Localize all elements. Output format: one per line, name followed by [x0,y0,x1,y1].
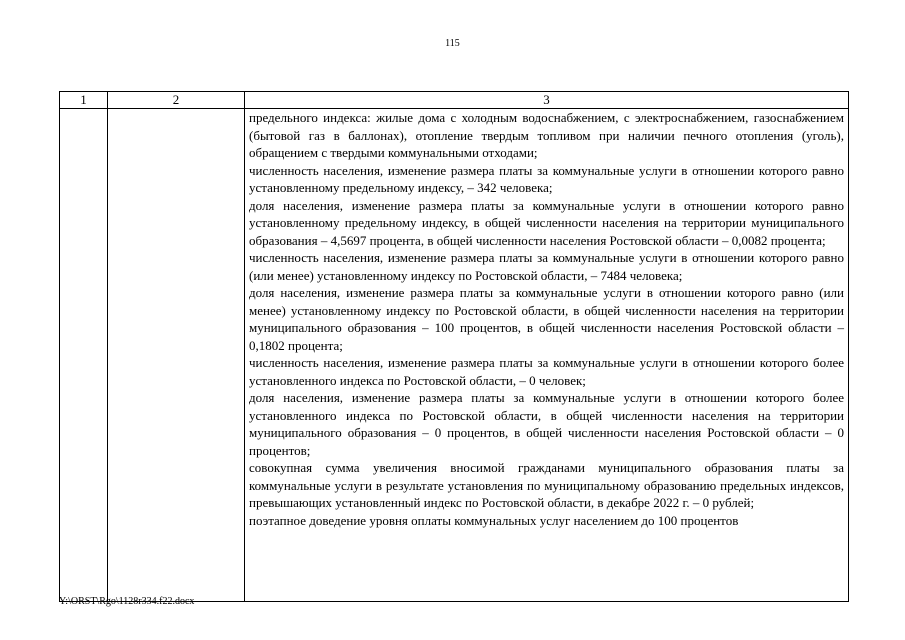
paragraph: численность населения, изменение размера платы за коммунальные услуги в отношении которого равно установленному предельному индексу, – 342 человека; [249,162,844,195]
table-cell-col2 [108,109,245,602]
column-header-2: 2 [108,92,245,109]
paragraph: совокупная сумма увеличения вносимой гражданами муниципального образования платы за коммунальные услуги в результате установления по муниципальному образованию предельных индексов, превышающих установленный индекс по Ростовской области, в декабре 2022 г. – 0 рублей; [249,460,844,510]
table-row [60,109,849,602]
paragraph: доля населения, изменение размера платы за коммунальные услуги в отношении которого равно установленному предельному индексу, в общей численности населения на территории муниципального образования – 4,5697 процента, в общей численности населения Ростовской области – 0,0082 процента; [249,197,844,248]
column-header-3: 3 [245,92,849,109]
table-cell-col1 [60,109,108,602]
paragraph: численность населения, изменение размера платы за коммунальные услуги в отношении которого более установленного индекса по Ростовской области, – 0 человек; [249,355,844,388]
footer-file-path: Y:\ORST\Rgo\1128r334.f22.docx [59,596,195,607]
paragraph: поэтапное доведение уровня оплаты коммунальных услуг населением до 100 процентов [249,512,739,528]
paragraph: доля населения, изменение размера платы за коммунальные услуги в отношении которого более установленного индекса по Ростовской области, в общей численности населения на территории муниципального образования – 0 процентов, в общей численности населения Ростовской области – 0 процентов; [249,390,844,458]
paragraph: численность населения, изменение размера платы за коммунальные услуги в отношении которого равно (или менее) установленному индексу по Ростовской области, – 7484 человека; [249,250,844,283]
table-header-row [60,92,849,109]
page-number: 115 [445,38,460,49]
paragraph: предельного индекса: жилые дома с холодным водоснабжением, с электроснабжением, газоснабжением (бытовой газ в баллонах), отопление твердым топливом при наличии печного отопления (уголь), обращением с твердыми коммунальными отходами; [249,110,844,160]
document-table [59,91,849,602]
paragraph: доля населения, изменение размера платы за коммунальные услуги в отношении которого равно (или менее) установленному индексу по Ростовской области, в общей численности населения на территории муниципального образования – 100 процентов, в общей численности населения Ростовской области – 0,1802 процента; [249,285,844,353]
column-header-1: 1 [60,92,108,109]
table-cell-col3 [245,109,849,602]
